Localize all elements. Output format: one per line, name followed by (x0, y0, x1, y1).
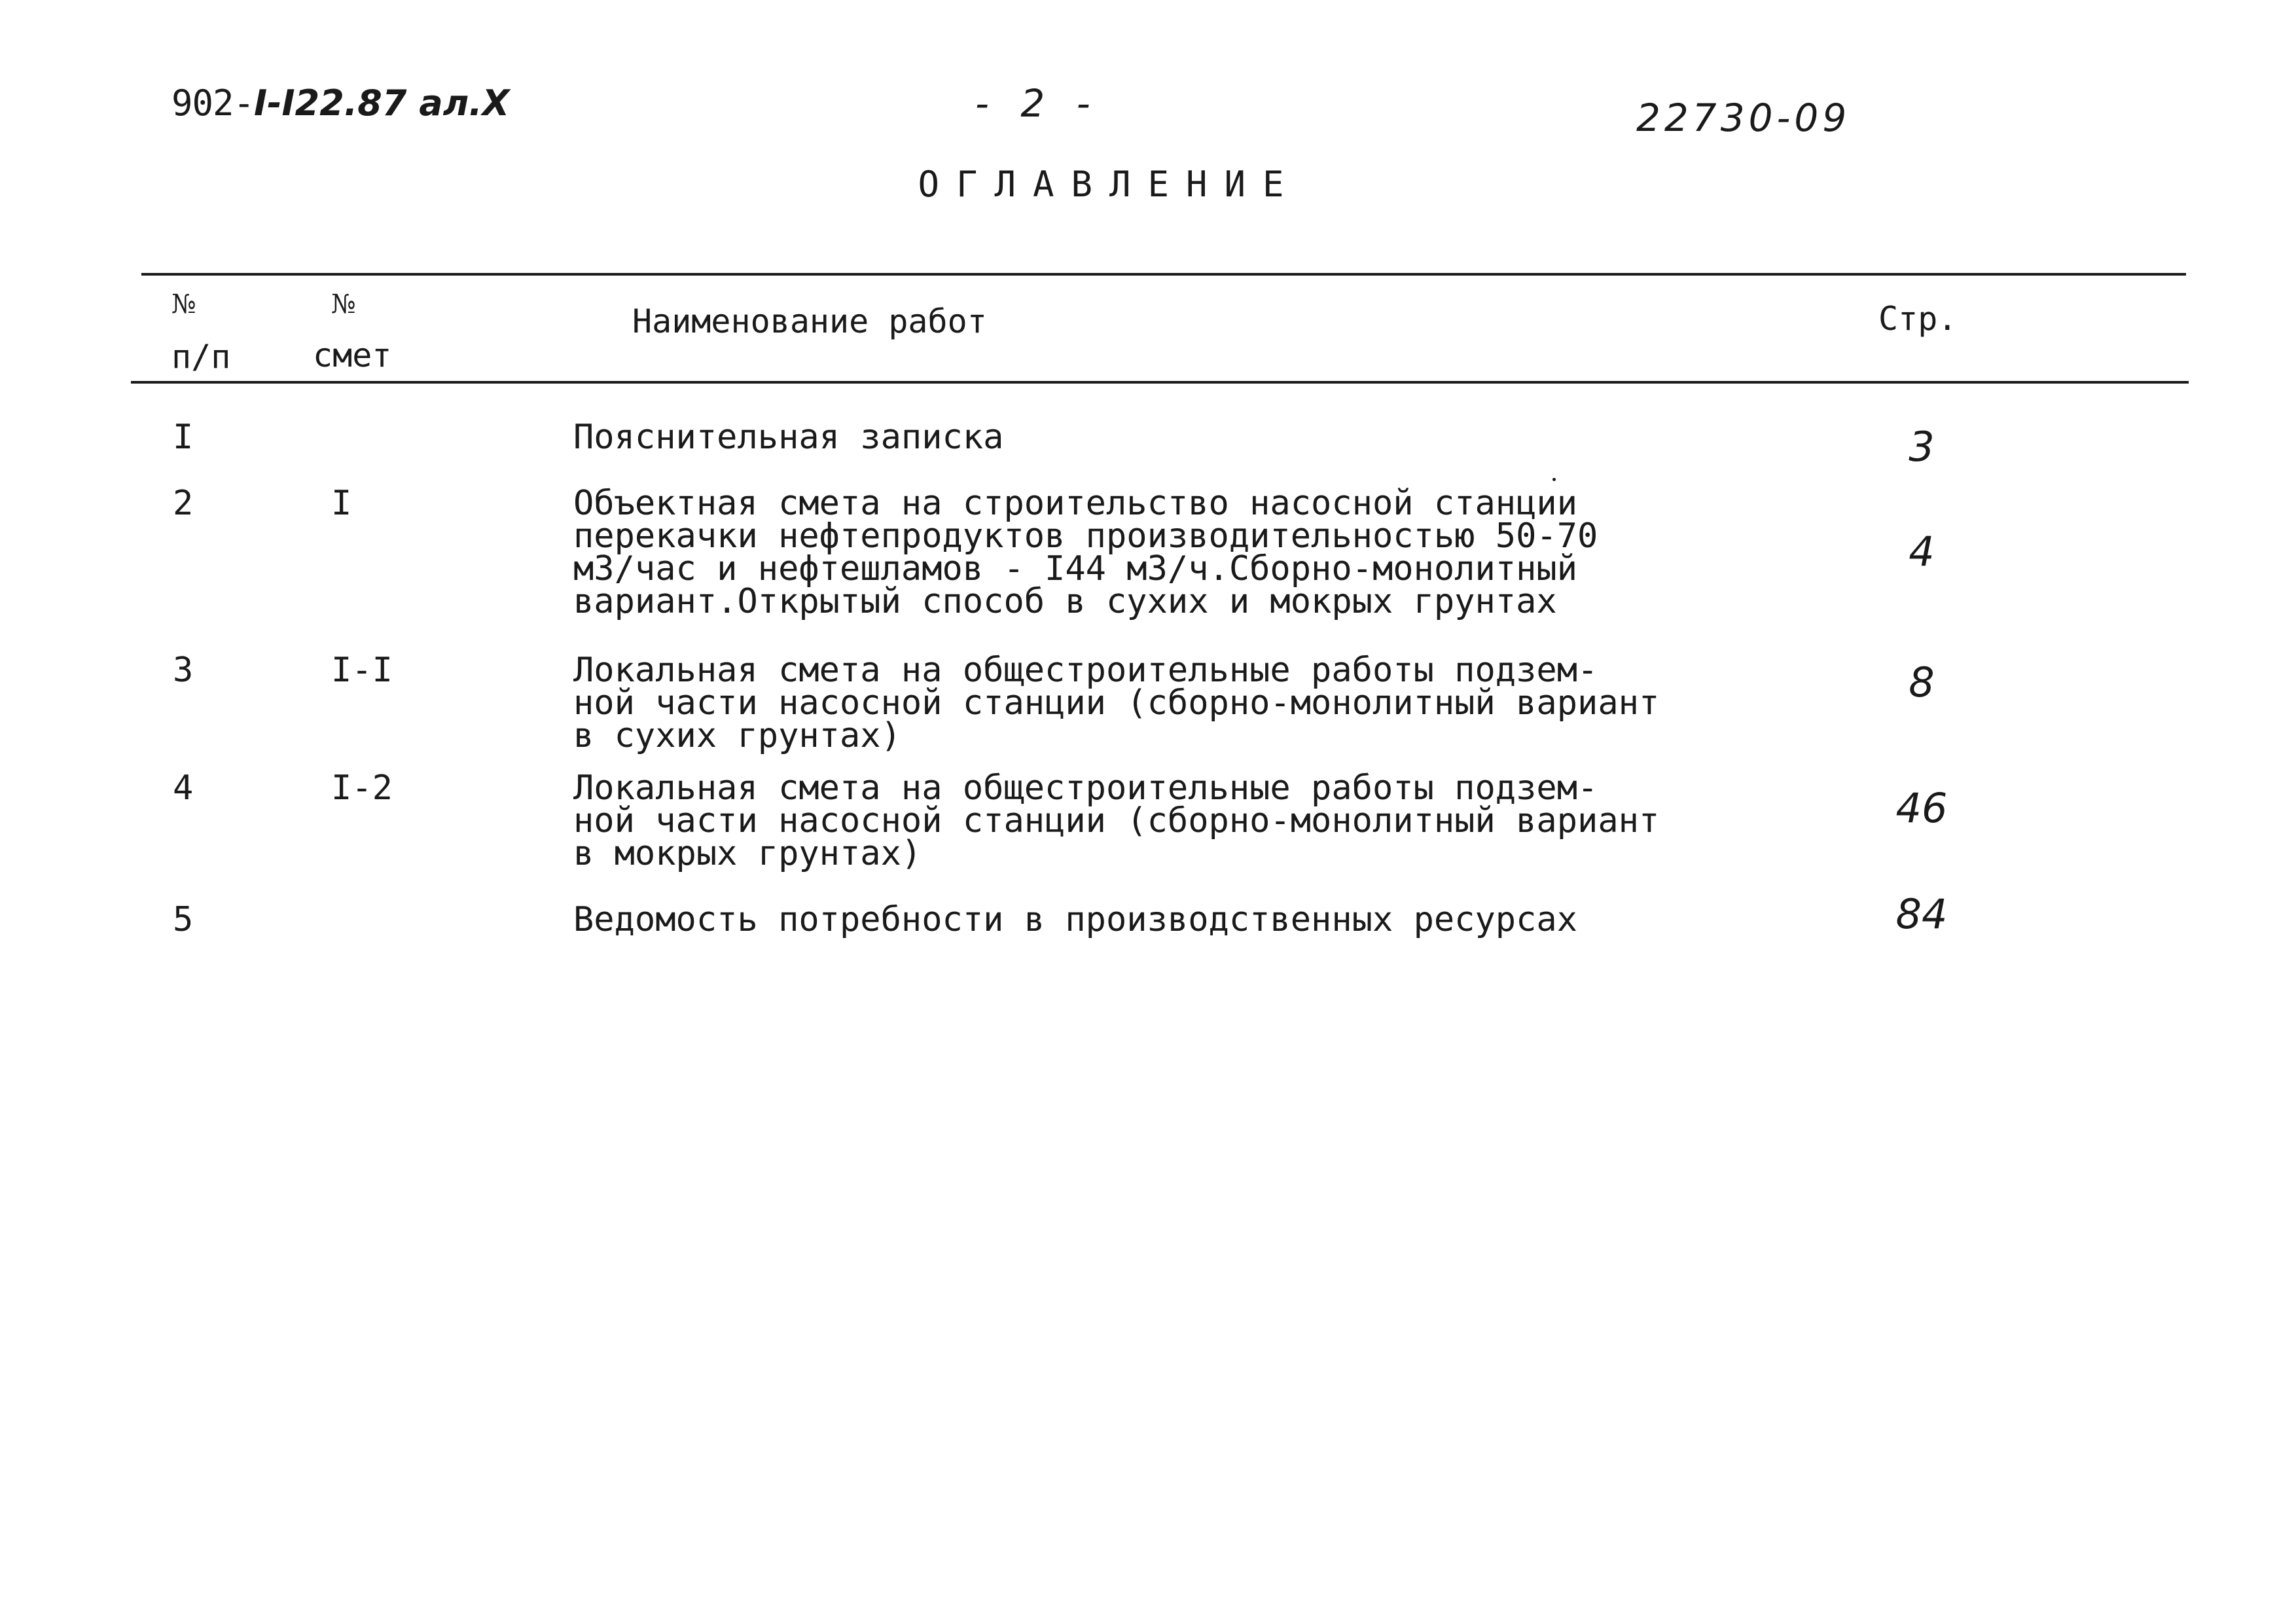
row-1-name: Пояснительная записка (573, 418, 1004, 457)
document-code (171, 82, 509, 124)
inventory-number: 22730-09 (1636, 96, 1851, 140)
row-2-page: 4 (1909, 528, 1935, 575)
column-header-no-sign: № (171, 289, 196, 319)
row-3-page: 8 (1909, 659, 1935, 706)
column-header-no: п/п (171, 338, 231, 376)
row-3-number: 3 (173, 651, 194, 690)
row-2-estimate: I (331, 484, 352, 523)
column-header-name: Наименование работ (632, 302, 987, 340)
document-code-handwritten: I-I22.87 ал.Х (254, 82, 510, 124)
scan-speck (1552, 478, 1556, 481)
row-1-page: 3 (1909, 423, 1935, 471)
row-4-page: 46 (1895, 784, 1948, 832)
table-top-rule (141, 273, 2186, 276)
row-4-estimate: I-2 (331, 768, 393, 808)
row-4-number: 4 (173, 768, 194, 808)
column-header-estimate-sign: № (331, 289, 356, 319)
row-1-number: I (173, 418, 194, 457)
row-5-page: 84 (1895, 890, 1948, 938)
row-5-number: 5 (173, 900, 194, 939)
column-header-page: Стр. (1878, 300, 1958, 338)
row-2-number: 2 (173, 484, 194, 523)
document-code-typed: 902- (171, 82, 255, 124)
row-5-name: Ведомость потребности в производственных ресурсах (573, 900, 1578, 939)
row-4-name: Локальная смета на общестроительные работы подзем- ной части насосной станции (сборно-монолитный вариант в мокрых грунтах) (573, 768, 1660, 873)
column-header-estimate: смет (313, 336, 392, 374)
row-3-name: Локальная смета на общестроительные работы подзем- ной части насосной станции (сборно-монолитный вариант в сухих грунтах) (573, 651, 1660, 755)
row-2-name: Объектная смета на строительство насосной станции перекачки нефтепродуктов производительностью 50-70 м3/час и нефтешламов - I44 м3/ч.Сборно-монолитный вариант.Открытый способ в сухих и мокрых грунтах (573, 484, 1598, 621)
document-title: ОГЛАВЛЕНИЕ (918, 164, 1301, 205)
row-3-estimate: I-I (331, 651, 393, 690)
page-marker: - 2 - (975, 81, 1090, 126)
table-header-rule (131, 381, 2189, 384)
